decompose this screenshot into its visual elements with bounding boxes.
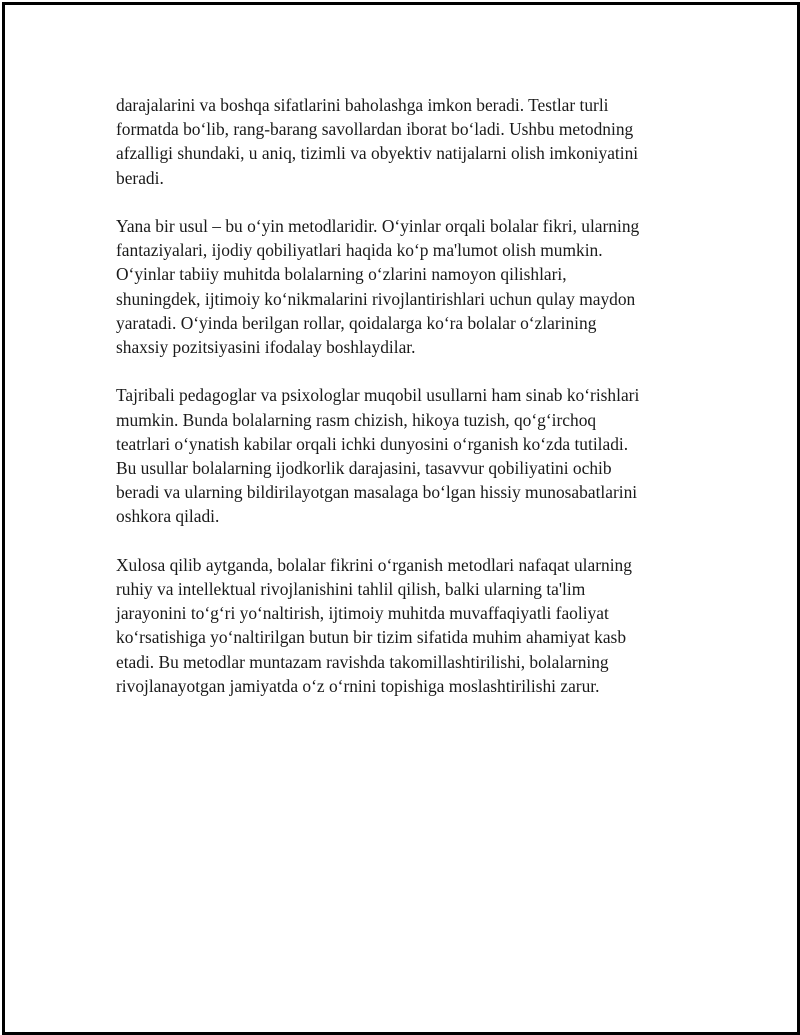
text-line: rivojlanayotgan jamiyatda o‘z o‘rnini topishiga moslashtirilishi zarur. bbox=[116, 675, 600, 696]
text-line: Xulosa qilib aytganda, bolalar fikrini o‘rganish metodlari nafaqat ularning bbox=[116, 554, 632, 575]
text-line: mumkin. Bunda bolalarning rasm chizish, hikoya tuzish, qo‘g‘irchoq bbox=[116, 409, 597, 430]
text-line: shuningdek, ijtimoiy ko‘nikmalarini rivojlantirishlari uchun qulay maydon bbox=[116, 288, 636, 309]
text-line: beradi. bbox=[116, 167, 164, 188]
text-line: ruhiy va intellektual rivojlanishini tahlil qilish, balki ularning ta'lim bbox=[116, 579, 586, 600]
text-line: jarayonini to‘g‘ri yo‘naltirish, ijtimoiy muhitda muvaffaqiyatli faoliyat bbox=[116, 603, 609, 624]
document-body bbox=[116, 93, 686, 722]
text-line: afzalligi shundaki, u aniq, tizimli va obyektiv natijalarni olish imkoniyatini bbox=[116, 143, 639, 164]
text-line: darajalarini va boshqa sifatlarini baholashga imkon beradi. Testlar turli bbox=[116, 95, 609, 115]
text-line: Tajribali pedagoglar va psixologlar muqobil usullarni ham sinab ko‘rishlari bbox=[116, 385, 640, 406]
text-line: formatda bo‘lib, rang-barang savollardan iborat bo‘ladi. Ushbu metodning bbox=[116, 119, 634, 140]
paragraph-1 bbox=[116, 93, 686, 190]
paragraph-4 bbox=[116, 553, 686, 698]
paragraph-3 bbox=[116, 383, 686, 528]
text-line: etadi. Bu metodlar muntazam ravishda takomillashtirilishi, bolalarning bbox=[116, 651, 609, 672]
text-line: Bu usullar bolalarning ijodkorlik darajasini, tasavvur qobiliyatini ochib bbox=[116, 458, 612, 479]
text-line: fantaziyalari, ijodiy qobiliyatlari haqida ko‘p ma'lumot olish mumkin. bbox=[116, 240, 603, 261]
text-line: oshkora qiladi. bbox=[116, 506, 220, 527]
text-line: Yana bir usul – bu o‘yin metodlaridir. O‘yinlar orqali bolalar fikri, ularning bbox=[116, 216, 640, 236]
text-line: yaratadi. O‘yinda berilgan rollar, qoidalarga ko‘ra bolalar o‘zlarining bbox=[116, 312, 597, 333]
paragraph-2 bbox=[116, 214, 686, 359]
text-line: teatrlari o‘ynatish kabilar orqali ichki dunyosini o‘rganish ko‘zda tutiladi. bbox=[116, 433, 629, 454]
text-line: shaxsiy pozitsiyasini ifodalay boshlaydilar. bbox=[116, 337, 416, 358]
text-line: O‘yinlar tabiiy muhitda bolalarning o‘zlarini namoyon qilishlari, bbox=[116, 264, 567, 285]
text-line: beradi va ularning bildirilayotgan masalaga bo‘lgan hissiy munosabatlarini bbox=[116, 482, 638, 503]
text-line: ko‘rsatishiga yo‘naltirilgan butun bir tizim sifatida muhim ahamiyat kasb bbox=[116, 627, 627, 648]
